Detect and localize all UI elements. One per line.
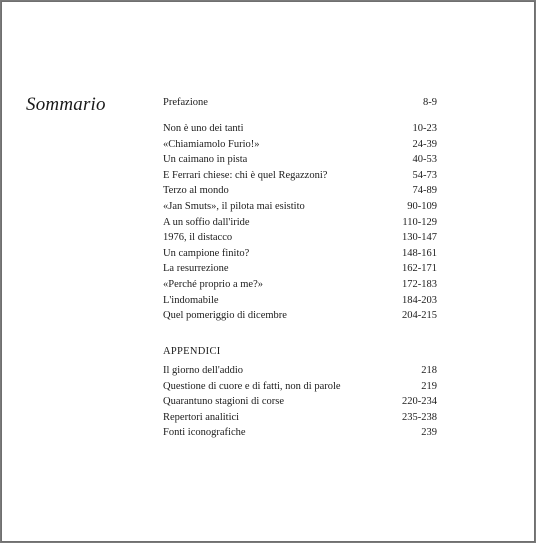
toc-row (163, 379, 437, 395)
toc-row (163, 363, 437, 379)
toc-heading: Sommario (26, 94, 106, 115)
toc-entry-pages: 148-161 (402, 247, 437, 259)
toc-entry-pages: 130-147 (402, 232, 437, 244)
preface-entry (163, 95, 437, 111)
toc-row (163, 394, 437, 410)
toc-row (163, 215, 437, 231)
appendix-list (163, 363, 437, 441)
toc-entry-pages: 8-9 (423, 97, 437, 108)
toc-entry-title: E Ferrari chiese: chi è quel Regazzoni? (163, 169, 328, 181)
toc-row (163, 410, 437, 426)
toc-entry-title: L'indomabile (163, 294, 219, 306)
toc-row (163, 95, 437, 111)
toc-entry-pages: 218 (421, 365, 437, 376)
toc-entry-title: Repertori analitici (163, 411, 240, 423)
toc-entry-title: «Chiamiamolo Furio!» (163, 138, 260, 150)
toc-entry-title: Terzo al mondo (163, 185, 229, 197)
toc-entry-title: A un soffio dall'iride (163, 216, 250, 228)
toc-entry-pages: 90-109 (407, 200, 437, 212)
toc-entry-pages: 219 (421, 380, 437, 392)
toc-entry-title: Questione di cuore e di fatti, non di parole (163, 380, 341, 392)
toc-entry-title: «Jan Smuts», il pilota mai esistito (163, 200, 305, 212)
toc-entry-title: La resurrezione (163, 263, 229, 275)
toc-entry-title: Un caimano in pista (163, 154, 248, 166)
toc-entry-pages: 235-238 (402, 411, 437, 423)
toc-entry-pages: 54-73 (412, 169, 437, 181)
toc-entry-pages: 24-39 (412, 138, 437, 150)
toc-entry-title: Un campione finito? (163, 247, 250, 259)
toc-entry-title: Prefazione (163, 97, 208, 108)
toc-row (163, 308, 437, 324)
toc-entry-pages: 40-53 (412, 154, 437, 166)
book-page (1, 1, 535, 542)
toc-row (163, 277, 437, 293)
toc-entry-pages: 10-23 (412, 123, 437, 134)
toc-entry-title: «Perché proprio a me?» (163, 278, 264, 290)
toc-row (163, 425, 437, 441)
toc-entry-pages: 110-129 (402, 216, 437, 228)
toc-entry-pages: 162-171 (402, 263, 437, 275)
toc-entry-pages: 74-89 (412, 185, 437, 197)
toc-entry-title: Il giorno dell'addio (163, 365, 244, 376)
toc-entry-title: Quarantuno stagioni di corse (163, 396, 285, 408)
toc-row (163, 246, 437, 262)
toc-row (163, 199, 437, 215)
toc-entry-title: Fonti iconografiche (163, 427, 246, 439)
toc-row (163, 152, 437, 168)
appendix-heading: APPENDICI (163, 346, 221, 357)
toc-entry-title: 1976, il distacco (163, 232, 233, 244)
toc-row (163, 137, 437, 153)
toc-row (163, 261, 437, 277)
toc-row (163, 183, 437, 199)
chapter-list (163, 121, 437, 324)
toc-entry-pages: 239 (421, 427, 437, 439)
toc-row (163, 168, 437, 184)
toc-entry-pages: 204-215 (402, 310, 437, 322)
toc-entry-pages: 184-203 (402, 294, 437, 306)
toc-entry-pages: 172-183 (402, 278, 437, 290)
toc-row (163, 230, 437, 246)
toc-entry-title: Quel pomeriggio di dicembre (163, 310, 287, 322)
toc-row (163, 293, 437, 309)
toc-row (163, 121, 437, 137)
toc-entry-title: Non è uno dei tanti (163, 123, 244, 134)
toc-entry-pages: 220-234 (402, 396, 437, 408)
